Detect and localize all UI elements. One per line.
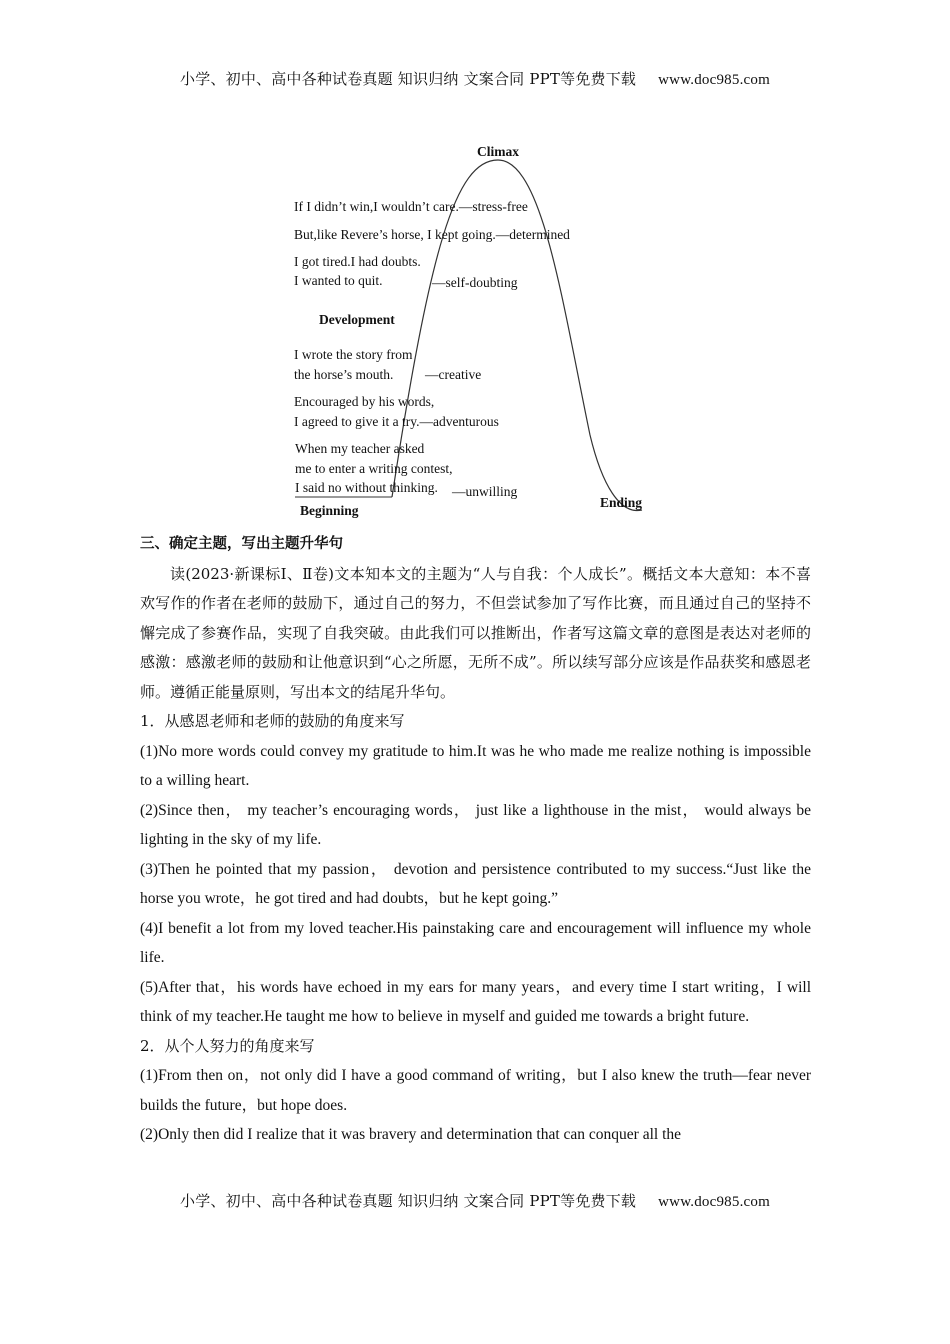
arc-line-encouraged: Encouraged by his words, [294, 394, 435, 409]
intro-paragraph: 读(2023·新课标Ⅰ、Ⅱ卷)文本知本文的主题为“人与自我：个人成长”。概括文本大意知：本不喜欢写作的作者在老师的鼓励下，通过自己的努力，不但尝试参加了写作比赛，而且通过自己的坚持不懈完成了参赛作品，实现了自我突破。由此我们可以推断出，作者写这篇文章的意图是表达对老师的感激：感激老师的鼓励和让他意识到“心之所愿，无所不成”。所以续写部分应该是作品获奖和感恩老师。遵循正能量原则，写出本文的结尾升华句。 [140, 564, 811, 701]
document-body [140, 530, 811, 1150]
arc-line-teacher-asked: When my teacher asked [295, 441, 425, 456]
climax-label: Climax [477, 144, 519, 159]
arc-line-said-no: I said no without thinking. [295, 480, 438, 495]
arc-line-wrote-story: I wrote the story from [294, 347, 413, 362]
development-label: Development [319, 312, 395, 327]
story-arc-diagram [280, 140, 680, 525]
sentence-2-2: (2)Only then did I realize that it was bravery and determination that can conquer all the [140, 1126, 682, 1143]
subheading-effort: 2．从个人努力的角度来写 [140, 1036, 315, 1055]
arc-label-unwilling: —unwilling [452, 484, 518, 499]
footer-text: 小学、初中、高中各种试卷真题 知识归纳 文案合同 PPT等免费下载 [180, 1192, 637, 1210]
sentence-1-4: (4)I benefit a lot from my loved teacher.His painstaking care and encouragement will influence my whole life. [140, 919, 811, 966]
arc-line-writing-contest: me to enter a writing contest, [295, 461, 453, 476]
sentence-1-3: (3)Then he pointed that my passion， devotion and persistence contributed to my success.“Just like the horse you wrote，he got tired and had doubts，but he kept going.” [140, 860, 811, 907]
page-footer [0, 1190, 950, 1211]
arc-line-tired: I got tired.I had doubts. [294, 254, 421, 269]
ending-label: Ending [600, 495, 643, 510]
arc-label-self-doubting: —self-doubting [432, 275, 518, 290]
sentence-1-1: (1)No more words could convey my gratitude to him.It was he who made me realize nothing is impossible to a willing heart. [140, 742, 811, 789]
sentence-1-5: (5)After that，his words have echoed in my ears for many years，and every time I start writing，I will think of my teacher.He taught me how to believe in myself and guided me towards a bright future. [140, 978, 811, 1025]
header-text: 小学、初中、高中各种试卷真题 知识归纳 文案合同 PPT等免费下载 [180, 70, 637, 88]
arc-line-horse-mouth: the horse’s mouth. [294, 367, 394, 382]
footer-url[interactable]: www.doc985.com [658, 1194, 770, 1210]
arc-line-stress-free: If I didn’t win,I wouldn’t care.—stress-free [294, 199, 528, 214]
sentence-2-1: (1)From then on，not only did I have a good command of writing，but I also knew the truth—fear never builds the future，but hope does. [140, 1067, 811, 1114]
arc-line-quit: I wanted to quit. [294, 273, 383, 288]
beginning-label: Beginning [300, 503, 359, 518]
header-url[interactable]: www.doc985.com [658, 72, 770, 88]
subheading-gratitude: 1．从感恩老师和老师的鼓励的角度来写 [140, 712, 405, 730]
sentence-1-2: (2)Since then， my teacher’s encouraging words， just like a lighthouse in the mist， would always be lighting in the sky of my life. [140, 801, 811, 848]
arc-label-creative: —creative [425, 367, 482, 382]
arc-line-adventurous: I agreed to give it a try.—adventurous [294, 414, 499, 429]
arc-line-determined: But,like Revere’s horse, I kept going.—determined [294, 227, 570, 242]
page-header [0, 68, 950, 89]
section-title: 三、确定主题，写出主题升华句 [140, 536, 343, 552]
